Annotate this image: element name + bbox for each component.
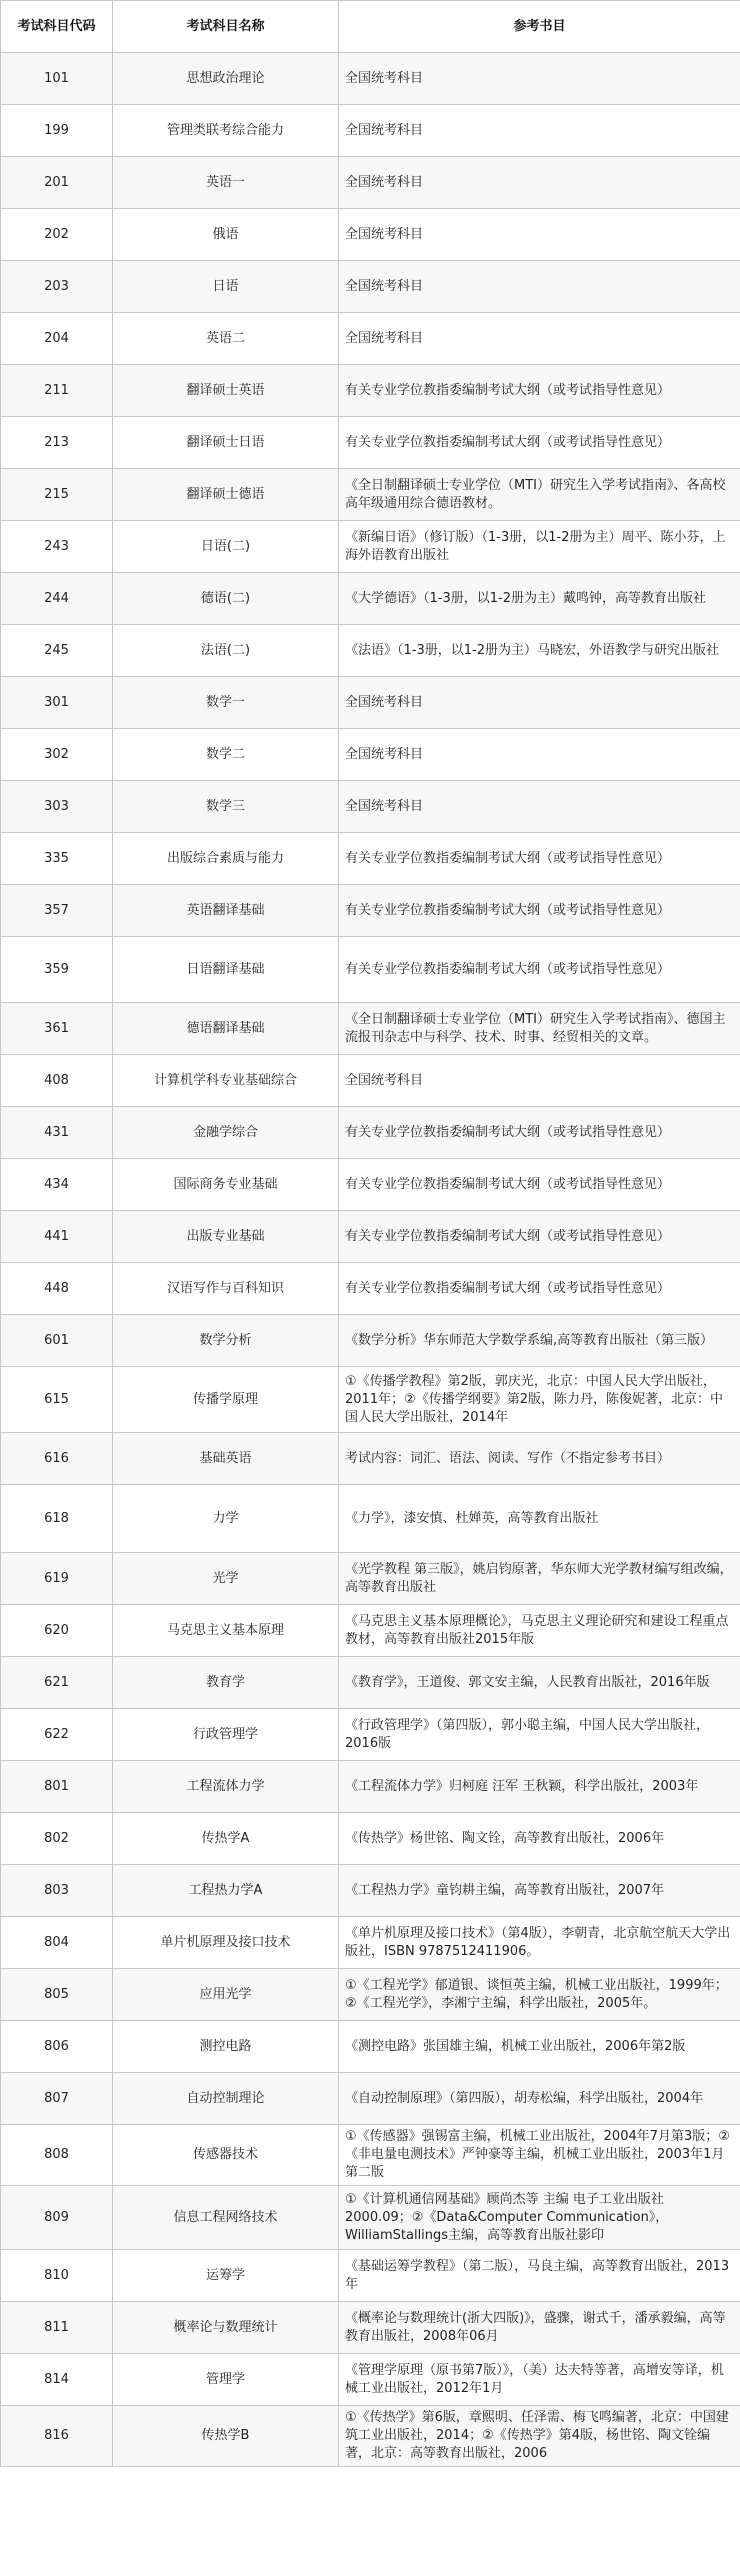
reference-books: 全国统考科目	[339, 313, 740, 365]
reference-books: 《管理学原理（原书第7版）》，（美）达夫特等著，高增安等译，机械工业出版社，2012年1月	[339, 2354, 740, 2406]
subject-code: 301	[1, 677, 113, 729]
subject-code: 244	[1, 573, 113, 625]
subject-code: 619	[1, 1553, 113, 1605]
subject-code: 805	[1, 1969, 113, 2021]
table-row	[1, 833, 740, 885]
subject-name: 汉语写作与百科知识	[113, 1263, 339, 1315]
reference-books: 考试内容：词汇、语法、阅读、写作（不指定参考书目）	[339, 1433, 740, 1485]
table-row	[1, 1315, 740, 1367]
subject-name: 管理类联考综合能力	[113, 105, 339, 157]
subject-code: 101	[1, 53, 113, 105]
table-row	[1, 1865, 740, 1917]
reference-books: 《工程热力学》童钧耕主编，高等教育出版社，2007年	[339, 1865, 740, 1917]
table-row	[1, 313, 740, 365]
subject-code: 801	[1, 1761, 113, 1813]
table-row	[1, 1657, 740, 1709]
table-row	[1, 781, 740, 833]
reference-books: ①《传感器》强锡富主编，机械工业出版社，2004年7月第3版；②《非电量电测技术》严钟豪等主编，机械工业出版社，2003年1月第二版	[339, 2125, 740, 2186]
reference-books: 《自动控制原理》（第四版），胡寿松编，科学出版社，2004年	[339, 2073, 740, 2125]
table-row	[1, 677, 740, 729]
table-row	[1, 2125, 740, 2186]
subject-code: 361	[1, 1003, 113, 1055]
table-row	[1, 1485, 740, 1553]
reference-books: 全国统考科目	[339, 781, 740, 833]
reference-books: 《单片机原理及接口技术》（第4版），李朝青，北京航空航天大学出版社，ISBN 9787512411906。	[339, 1917, 740, 1969]
subject-name: 管理学	[113, 2354, 339, 2406]
subject-code: 215	[1, 469, 113, 521]
reference-books: 全国统考科目	[339, 677, 740, 729]
subject-name: 日语(二)	[113, 521, 339, 573]
subject-name: 行政管理学	[113, 1709, 339, 1761]
reference-books: 全国统考科目	[339, 1055, 740, 1107]
reference-books: 《概率论与数理统计(浙大四版)》，盛骤，谢式千，潘承毅编，高等教育出版社，2008年06月	[339, 2302, 740, 2354]
subject-name: 数学一	[113, 677, 339, 729]
reference-books: 全国统考科目	[339, 53, 740, 105]
subject-code: 202	[1, 209, 113, 261]
subject-name: 出版专业基础	[113, 1211, 339, 1263]
reference-books: ①《计算机通信网基础》顾尚杰等 主编 电子工业出版社 2000.09；②《Data&Computer Communication》，WilliamStallings主编，高等教育出版社影印	[339, 2186, 740, 2250]
subject-code: 803	[1, 1865, 113, 1917]
subject-code: 618	[1, 1485, 113, 1553]
table-row	[1, 2406, 740, 2467]
reference-books: 《全日制翻译硕士专业学位（MTI）研究生入学考试指南》、各高校高年级通用综合德语教材。	[339, 469, 740, 521]
subject-code: 806	[1, 2021, 113, 2073]
reference-books: 《数学分析》华东师范大学数学系编,高等教育出版社（第三版）	[339, 1315, 740, 1367]
subject-name: 工程流体力学	[113, 1761, 339, 1813]
reference-books: 有关专业学位教指委编制考试大纲（或考试指导性意见）	[339, 937, 740, 1003]
table-row	[1, 469, 740, 521]
table-row	[1, 1917, 740, 1969]
table-row	[1, 2073, 740, 2125]
reference-books: 有关专业学位教指委编制考试大纲（或考试指导性意见）	[339, 885, 740, 937]
subject-name: 思想政治理论	[113, 53, 339, 105]
subject-name: 翻译硕士日语	[113, 417, 339, 469]
subject-code: 302	[1, 729, 113, 781]
reference-books: 有关专业学位教指委编制考试大纲（或考试指导性意见）	[339, 1211, 740, 1263]
subject-code: 808	[1, 2125, 113, 2186]
subject-code: 622	[1, 1709, 113, 1761]
reference-books: 全国统考科目	[339, 729, 740, 781]
subject-name: 概率论与数理统计	[113, 2302, 339, 2354]
table-row	[1, 1433, 740, 1485]
subject-code: 204	[1, 313, 113, 365]
subject-name: 计算机学科专业基础综合	[113, 1055, 339, 1107]
reference-books: 《测控电路》张国雄主编，机械工业出版社，2006年第2版	[339, 2021, 740, 2073]
subject-name: 运筹学	[113, 2250, 339, 2302]
subject-name: 工程热力学A	[113, 1865, 339, 1917]
table-row	[1, 1709, 740, 1761]
subject-code: 211	[1, 365, 113, 417]
subject-name: 传热学B	[113, 2406, 339, 2467]
subject-name: 信息工程网络技术	[113, 2186, 339, 2250]
subject-code: 448	[1, 1263, 113, 1315]
reference-books: 《全日制翻译硕士专业学位（MTI）研究生入学考试指南》、德国主流报刊杂志中与科学、技术、时事、经贸相关的文章。	[339, 1003, 740, 1055]
subject-code: 357	[1, 885, 113, 937]
reference-books: 有关专业学位教指委编制考试大纲（或考试指导性意见）	[339, 833, 740, 885]
table-row	[1, 2354, 740, 2406]
subject-name: 数学三	[113, 781, 339, 833]
table-row	[1, 157, 740, 209]
table-row	[1, 53, 740, 105]
header-code: 考试科目代码	[1, 1, 113, 53]
subject-name: 基础英语	[113, 1433, 339, 1485]
subject-code: 804	[1, 1917, 113, 1969]
reference-books: 全国统考科目	[339, 261, 740, 313]
table-row	[1, 1367, 740, 1433]
reference-books: 《教育学》，王道俊、郭文安主编，人民教育出版社，2016年版	[339, 1657, 740, 1709]
table-row	[1, 1211, 740, 1263]
reference-books: 《新编日语》（修订版）（1-3册，以1-2册为主）周平、陈小芬，上海外语教育出版社	[339, 521, 740, 573]
subject-name: 翻译硕士英语	[113, 365, 339, 417]
subject-name: 传播学原理	[113, 1367, 339, 1433]
header-name: 考试科目名称	[113, 1, 339, 53]
subject-name: 传热学A	[113, 1813, 339, 1865]
subject-code: 616	[1, 1433, 113, 1485]
subject-code: 201	[1, 157, 113, 209]
reference-books: 有关专业学位教指委编制考试大纲（或考试指导性意见）	[339, 1263, 740, 1315]
subject-code: 335	[1, 833, 113, 885]
subject-name: 日语翻译基础	[113, 937, 339, 1003]
subject-name: 翻译硕士德语	[113, 469, 339, 521]
subject-name: 教育学	[113, 1657, 339, 1709]
reference-books: 《光学教程 第三版》，姚启钧原著，华东师大光学教材编写组改编，高等教育出版社	[339, 1553, 740, 1605]
table-body	[1, 53, 740, 2467]
subject-name: 德语(二)	[113, 573, 339, 625]
subject-name: 国际商务专业基础	[113, 1159, 339, 1211]
table-row	[1, 1263, 740, 1315]
table-row	[1, 1605, 740, 1657]
table-row	[1, 1553, 740, 1605]
subject-name: 自动控制理论	[113, 2073, 339, 2125]
table-row	[1, 2021, 740, 2073]
reference-books: ①《工程光学》郁道银、谈恒英主编，机械工业出版社，1999年；②《工程光学》，李湘宁主编，科学出版社，2005年。	[339, 1969, 740, 2021]
subject-name: 法语(二)	[113, 625, 339, 677]
table-row	[1, 625, 740, 677]
subject-code: 811	[1, 2302, 113, 2354]
subject-name: 俄语	[113, 209, 339, 261]
reference-books: 有关专业学位教指委编制考试大纲（或考试指导性意见）	[339, 1107, 740, 1159]
reference-books: 《马克思主义基本原理概论》，马克思主义理论研究和建设工程重点教材，高等教育出版社2015年版	[339, 1605, 740, 1657]
subject-name: 力学	[113, 1485, 339, 1553]
subject-name: 英语翻译基础	[113, 885, 339, 937]
table-row	[1, 521, 740, 573]
table-row	[1, 1055, 740, 1107]
subject-code: 620	[1, 1605, 113, 1657]
reference-books: 全国统考科目	[339, 105, 740, 157]
subject-code: 359	[1, 937, 113, 1003]
subject-code: 601	[1, 1315, 113, 1367]
header-row	[1, 1, 740, 53]
subject-code: 810	[1, 2250, 113, 2302]
subject-code: 408	[1, 1055, 113, 1107]
table-row	[1, 261, 740, 313]
table-row	[1, 2186, 740, 2250]
subject-name: 测控电路	[113, 2021, 339, 2073]
subject-code: 802	[1, 1813, 113, 1865]
subject-name: 出版综合素质与能力	[113, 833, 339, 885]
reference-books: ①《传热学》第6版，章熙明、任泽需、梅飞鸣编著，北京：中国建筑工业出版社，2014；②《传热学》第4版，杨世铭、陶文铨编著，北京：高等教育出版社，2006	[339, 2406, 740, 2467]
reference-books: ①《传播学教程》第2版，郭庆光，北京：中国人民大学出版社，2011年；②《传播学纲要》第2版，陈力丹，陈俊妮著，北京：中国人民大学出版社，2014年	[339, 1367, 740, 1433]
subject-name: 数学二	[113, 729, 339, 781]
reference-books: 有关专业学位教指委编制考试大纲（或考试指导性意见）	[339, 365, 740, 417]
table-row	[1, 573, 740, 625]
subject-name: 光学	[113, 1553, 339, 1605]
table-row	[1, 937, 740, 1003]
table-row	[1, 885, 740, 937]
subject-code: 434	[1, 1159, 113, 1211]
table-row	[1, 1813, 740, 1865]
table-row	[1, 417, 740, 469]
subject-code: 203	[1, 261, 113, 313]
subject-code: 431	[1, 1107, 113, 1159]
table-row	[1, 1003, 740, 1055]
reference-books: 《大学德语》（1-3册，以1-2册为主）戴鸣钟，高等教育出版社	[339, 573, 740, 625]
subject-code: 816	[1, 2406, 113, 2467]
table-row	[1, 209, 740, 261]
subject-code: 809	[1, 2186, 113, 2250]
subject-name: 应用光学	[113, 1969, 339, 2021]
table-row	[1, 1159, 740, 1211]
subject-code: 441	[1, 1211, 113, 1263]
reference-books: 《工程流体力学》归柯庭 汪军 王秋颖，科学出版社，2003年	[339, 1761, 740, 1813]
reference-books: 《力学》，漆安慎、杜婵英，高等教育出版社	[339, 1485, 740, 1553]
reference-books: 《基础运筹学教程》（第二版），马良主编，高等教育出版社，2013年	[339, 2250, 740, 2302]
reference-books: 有关专业学位教指委编制考试大纲（或考试指导性意见）	[339, 417, 740, 469]
subject-code: 615	[1, 1367, 113, 1433]
reference-books: 有关专业学位教指委编制考试大纲（或考试指导性意见）	[339, 1159, 740, 1211]
reference-books: 全国统考科目	[339, 209, 740, 261]
subject-name: 英语一	[113, 157, 339, 209]
reference-books: 《法语》（1-3册，以1-2册为主）马晓宏，外语教学与研究出版社	[339, 625, 740, 677]
subject-name: 德语翻译基础	[113, 1003, 339, 1055]
subject-code: 213	[1, 417, 113, 469]
table-row	[1, 365, 740, 417]
table-row	[1, 1107, 740, 1159]
subject-code: 245	[1, 625, 113, 677]
subject-code: 621	[1, 1657, 113, 1709]
reference-books: 《行政管理学》（第四版），郭小聪主编，中国人民大学出版社，2016版	[339, 1709, 740, 1761]
subject-code: 199	[1, 105, 113, 157]
subject-code: 243	[1, 521, 113, 573]
table-row	[1, 1969, 740, 2021]
subject-code: 814	[1, 2354, 113, 2406]
subject-name: 马克思主义基本原理	[113, 1605, 339, 1657]
table-row	[1, 2250, 740, 2302]
subject-name: 金融学综合	[113, 1107, 339, 1159]
subject-name: 日语	[113, 261, 339, 313]
subject-name: 传感器技术	[113, 2125, 339, 2186]
subject-name: 数学分析	[113, 1315, 339, 1367]
table-row	[1, 1761, 740, 1813]
subject-name: 单片机原理及接口技术	[113, 1917, 339, 1969]
subject-code: 303	[1, 781, 113, 833]
reference-books: 《传热学》杨世铭、陶文铨，高等教育出版社，2006年	[339, 1813, 740, 1865]
table-row	[1, 729, 740, 781]
subject-code: 807	[1, 2073, 113, 2125]
subject-name: 英语二	[113, 313, 339, 365]
header-ref: 参考书目	[339, 1, 740, 53]
reference-books: 全国统考科目	[339, 157, 740, 209]
table-row	[1, 2302, 740, 2354]
table-row	[1, 105, 740, 157]
